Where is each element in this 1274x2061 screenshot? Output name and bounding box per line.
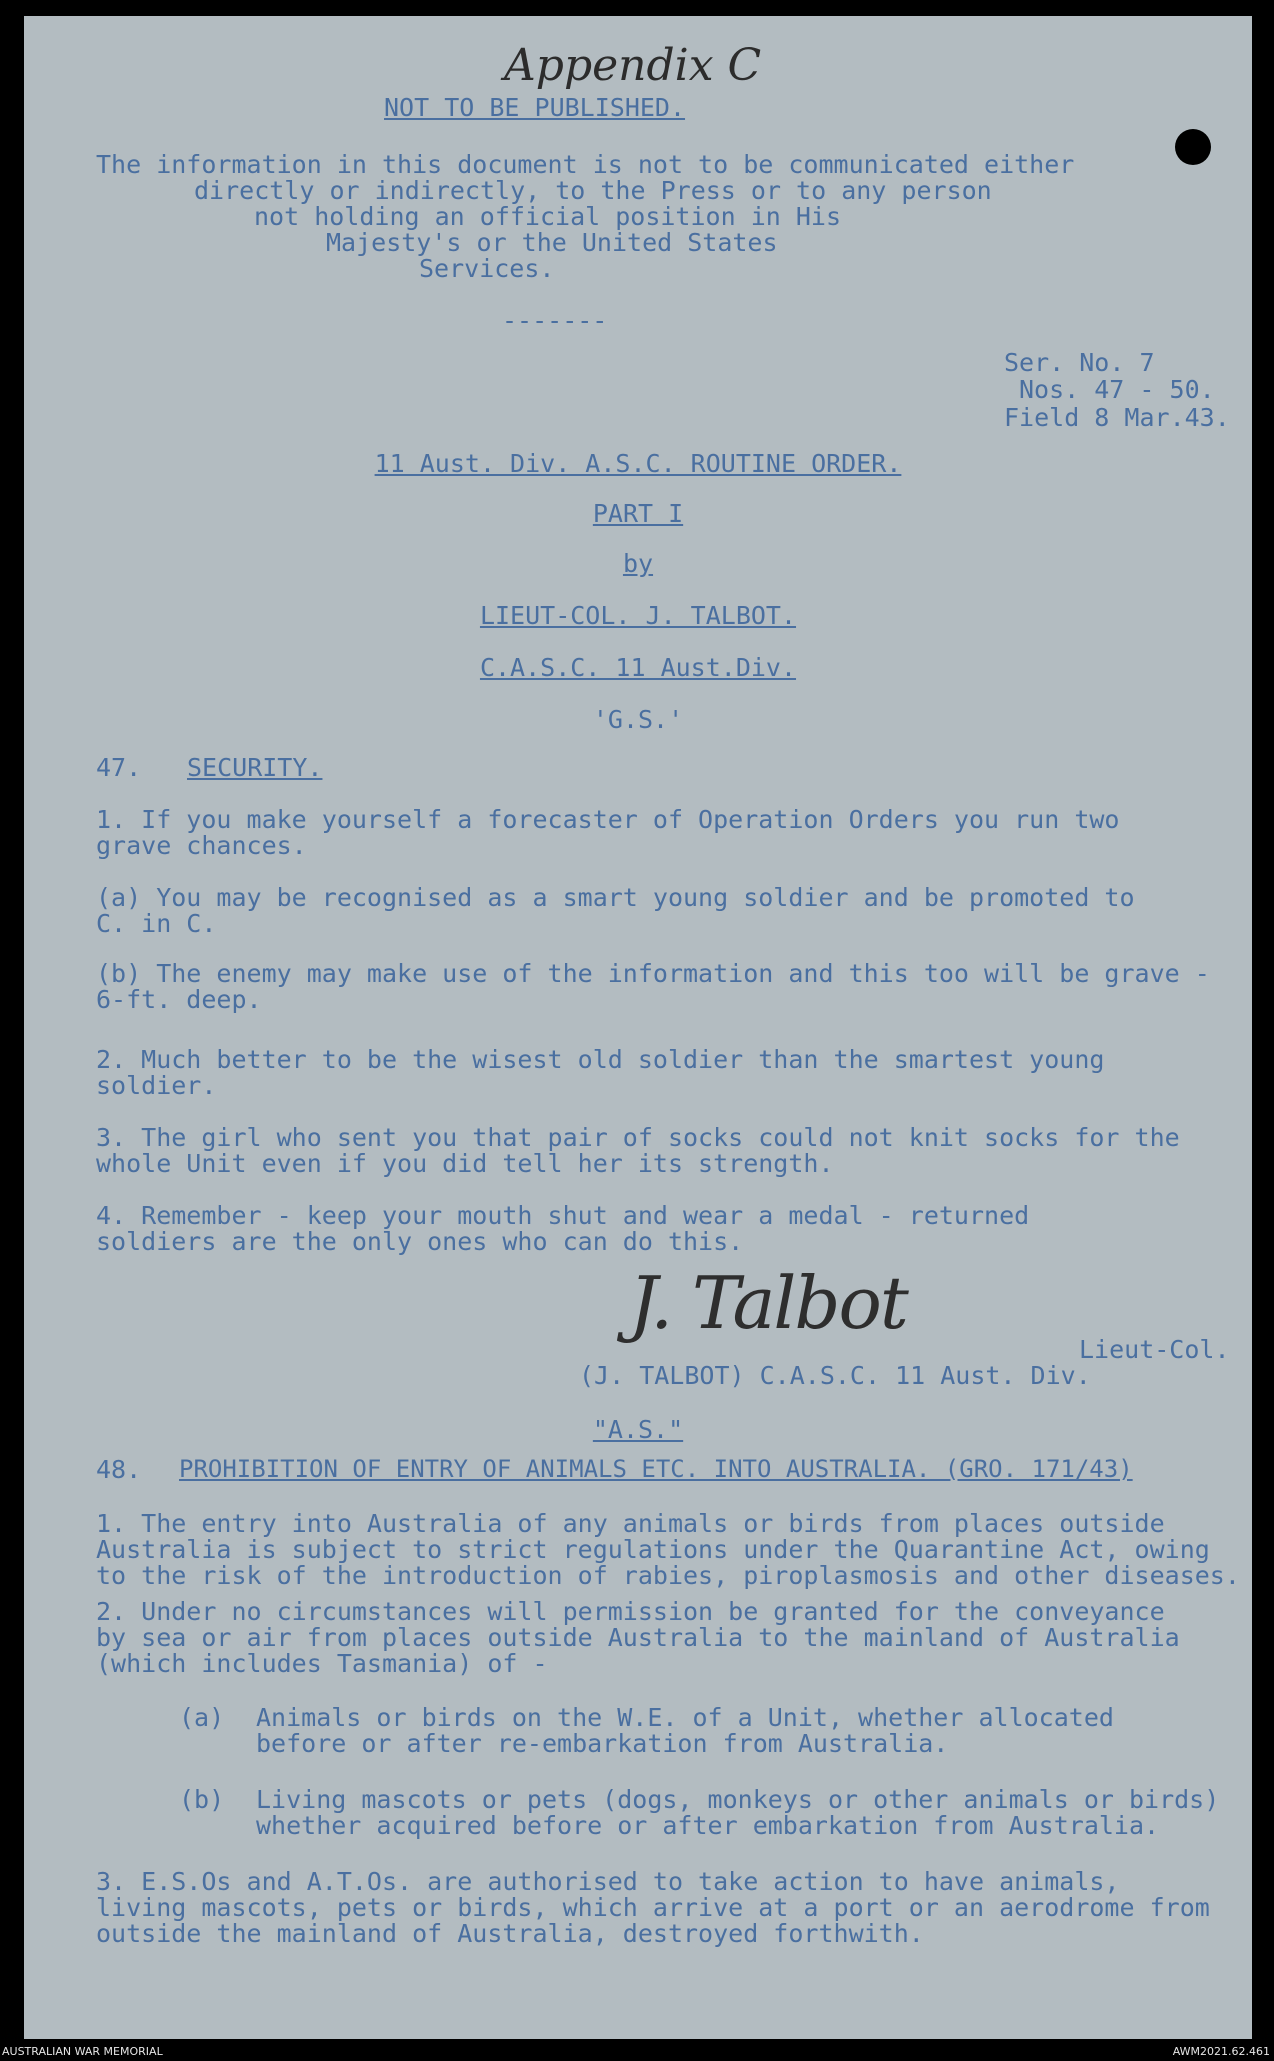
punch-hole — [1175, 129, 1211, 165]
paragraph-line: by sea or air from places outside Australia to the mainland of Australia — [96, 1623, 1180, 1652]
serial-number: Ser. No. 7 — [1004, 348, 1155, 377]
paragraph-line: living mascots, pets or birds, which arrive at a port or an aerodrome from — [96, 1893, 1210, 1922]
paragraph-line: (a) You may be recognised as a smart young soldier and be promoted to — [96, 883, 1135, 912]
paragraph-line: 2. Much better to be the wisest old soldier than the smartest young — [96, 1045, 1105, 1074]
paragraph-line: 1. The entry into Australia of any animals or birds from places outside — [96, 1509, 1165, 1538]
subitem-line: Animals or birds on the W.E. of a Unit, whether allocated — [256, 1703, 1114, 1732]
paragraph-line: 2. Under no circumstances will permission be granted for the conveyance — [96, 1597, 1165, 1626]
paragraph-line: C. in C. — [96, 909, 217, 938]
notice-line: Services. — [419, 254, 555, 283]
paragraph-line: soldiers are the only ones who can do this. — [96, 1227, 744, 1256]
paragraph-line: (which includes Tasmania) of - — [96, 1649, 548, 1678]
unit-name: C.A.S.C. 11 Aust.Div. — [479, 653, 797, 682]
field-date: Field 8 Mar.43. — [1004, 403, 1230, 432]
by-label: by — [622, 549, 654, 578]
item-heading: PROHIBITION OF ENTRY OF ANIMALS ETC. INTO AUSTRALIA. (GRO. 171/43) — [179, 1455, 1133, 1483]
separator: ------- — [502, 306, 608, 335]
signature-rank: Lieut-Col. — [1079, 1335, 1230, 1364]
subitem-label: (b) — [179, 1785, 225, 1814]
subitem-line: Living mascots or pets (dogs, monkeys or other animals or birds) — [256, 1785, 1220, 1814]
notice-line: directly or indirectly, to the Press or to any person — [194, 176, 992, 205]
subitem-label: (a) — [179, 1703, 225, 1732]
subitem-line: whether acquired before or after embarkation from Australia. — [256, 1811, 1160, 1840]
footer-right: AWM2021.62.461 — [1172, 2045, 1270, 2058]
paragraph-line: whole Unit even if you did tell her its strength. — [96, 1149, 834, 1178]
paragraph-line: to the risk of the introduction of rabies, piroplasmosis and other diseases. — [96, 1561, 1240, 1590]
paragraph-line: 4. Remember - keep your mouth shut and wear a medal - returned — [96, 1201, 1030, 1230]
paragraph-line: grave chances. — [96, 831, 307, 860]
paragraph-line: (b) The enemy may make use of the information and this too will be grave - — [96, 959, 1210, 988]
document-page — [24, 16, 1252, 2039]
order-title: 11 Aust. Div. A.S.C. ROUTINE ORDER. — [374, 449, 902, 478]
notice-line: The information in this document is not to be communicated either — [96, 150, 1075, 179]
paragraph-line: soldier. — [96, 1071, 217, 1100]
signature-line: (J. TALBOT) C.A.S.C. 11 Aust. Div. — [579, 1361, 1091, 1390]
paragraph-line: outside the mainland of Australia, destroyed forthwith. — [96, 1919, 924, 1948]
paragraph-line: 1. If you make yourself a forecaster of Operation Orders you run two — [96, 805, 1120, 834]
footer-left: AUSTRALIAN WAR MEMORIAL — [2, 2045, 163, 2058]
paragraph-line: Australia is subject to strict regulations under the Quarantine Act, owing — [96, 1535, 1210, 1564]
notice-line: not holding an official position in His — [254, 202, 841, 231]
signature: J. Talbot — [629, 1261, 907, 1345]
item-heading: SECURITY. — [187, 753, 323, 782]
not-published-heading: NOT TO BE PUBLISHED. — [384, 93, 686, 122]
subitem-line: before or after re-embarkation from Australia. — [256, 1729, 949, 1758]
section-label: "A.S." — [592, 1415, 684, 1444]
paragraph-line: 3. E.S.Os and A.T.Os. are authorised to take action to have animals, — [96, 1867, 1120, 1896]
paragraph-line: 3. The girl who sent you that pair of socks could not knit socks for the — [96, 1123, 1180, 1152]
item-number: 47. — [96, 753, 142, 782]
officer-name: LIEUT-COL. J. TALBOT. — [479, 601, 797, 630]
notice-line: Majesty's or the United States — [326, 228, 778, 257]
item-number: 48. — [96, 1455, 142, 1484]
handwritten-annotation: Appendix C — [504, 40, 762, 91]
part-label: PART I — [592, 499, 684, 528]
order-numbers: Nos. 47 - 50. — [1019, 375, 1215, 404]
paragraph-line: 6-ft. deep. — [96, 985, 262, 1014]
section-label: 'G.S.' — [592, 705, 684, 734]
